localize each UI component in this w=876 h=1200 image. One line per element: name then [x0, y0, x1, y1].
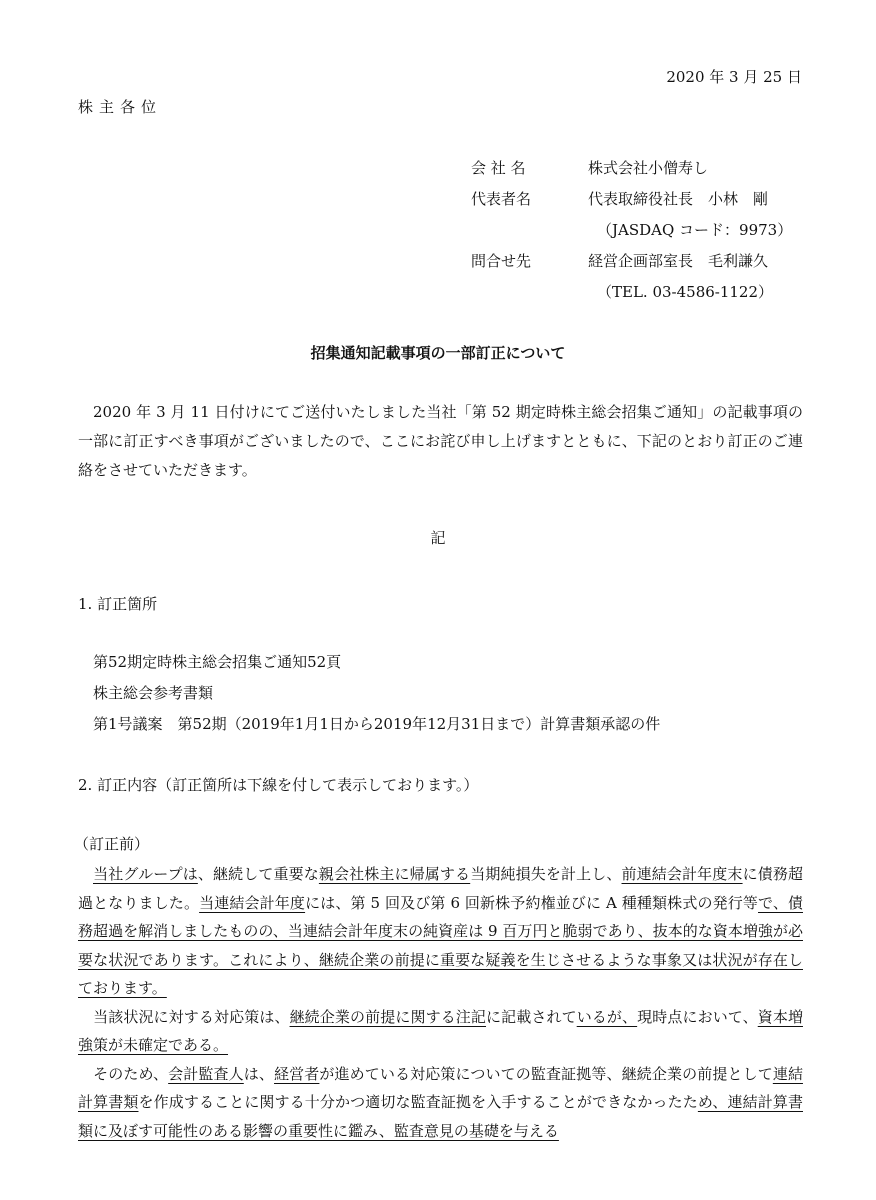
underlined-text: 連結計算書類	[78, 1064, 803, 1111]
before-correction-body	[78, 860, 803, 1145]
underlined-text: 当社グループは	[93, 865, 198, 883]
body-text-segment: に記載されて	[486, 1007, 577, 1026]
document-date: 2020 年 3 月 25 日	[666, 68, 802, 86]
jasdaq-code: （JASDAQ コード：9973）	[597, 221, 793, 239]
intro-text: 2020 年 3 月 11 日付けにてご送付いたしました当社「第 52 期定時株主総会招集ご通知」の記載事項の一部に訂正すべき事項がございましたので、ここにお詫び申し上げますとともに、下記のとおり訂正のご連絡をさせていただきます。	[78, 403, 803, 479]
company-name-value: 株式会社小僧寿し	[588, 159, 709, 177]
section1-heading: 1. 訂正箇所	[78, 595, 158, 613]
underlined-text: で、債務超過を解消しましたものの、当連結会計年度末の純資産は 9 百万円と脆弱であり、抜本的な資本増強が必要な状況であります。これにより、継続企業の前提に重要な疑義を生じさせるような事象又は状況が存在しております。	[78, 893, 803, 997]
body-text-segment: に債務超過となりました。	[78, 865, 803, 912]
body-paragraph	[78, 1003, 803, 1060]
underlined-text: 前連結会計年度末	[621, 865, 743, 883]
intro-paragraph	[78, 398, 803, 485]
underlined-text: 経営者	[274, 1064, 320, 1083]
addressee: 株主各位	[78, 98, 163, 116]
body-text-segment: が進めている対応策についての監査証拠等、継続企業の前提として	[319, 1064, 773, 1083]
body-text-segment: そのため、	[93, 1064, 169, 1083]
body-text-segment: を作成することに関する十分かつ適切な監査証拠を入手することができなかったた	[138, 1093, 698, 1111]
body-text-segment: は、	[243, 1064, 275, 1083]
ki-heading: 記	[430, 529, 446, 547]
correction-location-line: 第1号議案 第52期（2019年1月1日から2019年12月31日まで）計算書類承認の件	[93, 715, 661, 733]
body-text-segment: には、第 5 回及び第 6 回新株予約権並びに A 種種類株式の発行等	[305, 893, 759, 912]
representative-label: 代表者名	[471, 190, 532, 208]
underlined-text: 会計監査人	[168, 1064, 244, 1083]
body-paragraph	[78, 1060, 803, 1146]
body-text-segment: 、継続して重要な	[197, 865, 319, 883]
underlined-text: 当連結会計年度	[199, 893, 306, 912]
contact-label: 問合せ先	[471, 252, 532, 270]
company-name-label: 会 社 名	[471, 159, 526, 177]
contact-value: 経営企画部室長 毛利謙久	[588, 252, 769, 270]
representative-value: 代表取締役社長 小林 剛	[588, 190, 769, 208]
underlined-text: 継続企業の前提に関する注記	[289, 1007, 487, 1026]
body-text-segment: 現時点において、	[637, 1007, 758, 1026]
contact-tel: （TEL. 03-4586-1122）	[597, 283, 774, 301]
underlined-text: め、連結計算書類に及ぼす可能性のある影響の重要性に鑑み、監査意見の基礎を与える	[78, 1093, 803, 1140]
underlined-text: 親会社株主に帰属する	[318, 865, 471, 883]
body-text-segment: 当期純損失を計上し、	[470, 865, 622, 883]
correction-location-line: 第52期定時株主総会招集ご通知52頁	[93, 653, 342, 671]
body-paragraph	[78, 860, 803, 1003]
underlined-text: いるが、	[576, 1007, 638, 1026]
correction-location-line: 株主総会参考書類	[93, 684, 214, 702]
before-correction-label: （訂正前）	[74, 835, 150, 853]
section2-heading: 2. 訂正内容（訂正箇所は下線を付して表示しております。）	[78, 776, 479, 794]
underlined-text: 資本増強策が未確定である。	[78, 1007, 803, 1054]
document-title: 招集通知記載事項の一部訂正について	[310, 344, 566, 362]
body-text-segment: 当該状況に対する対応策は、	[93, 1007, 290, 1026]
